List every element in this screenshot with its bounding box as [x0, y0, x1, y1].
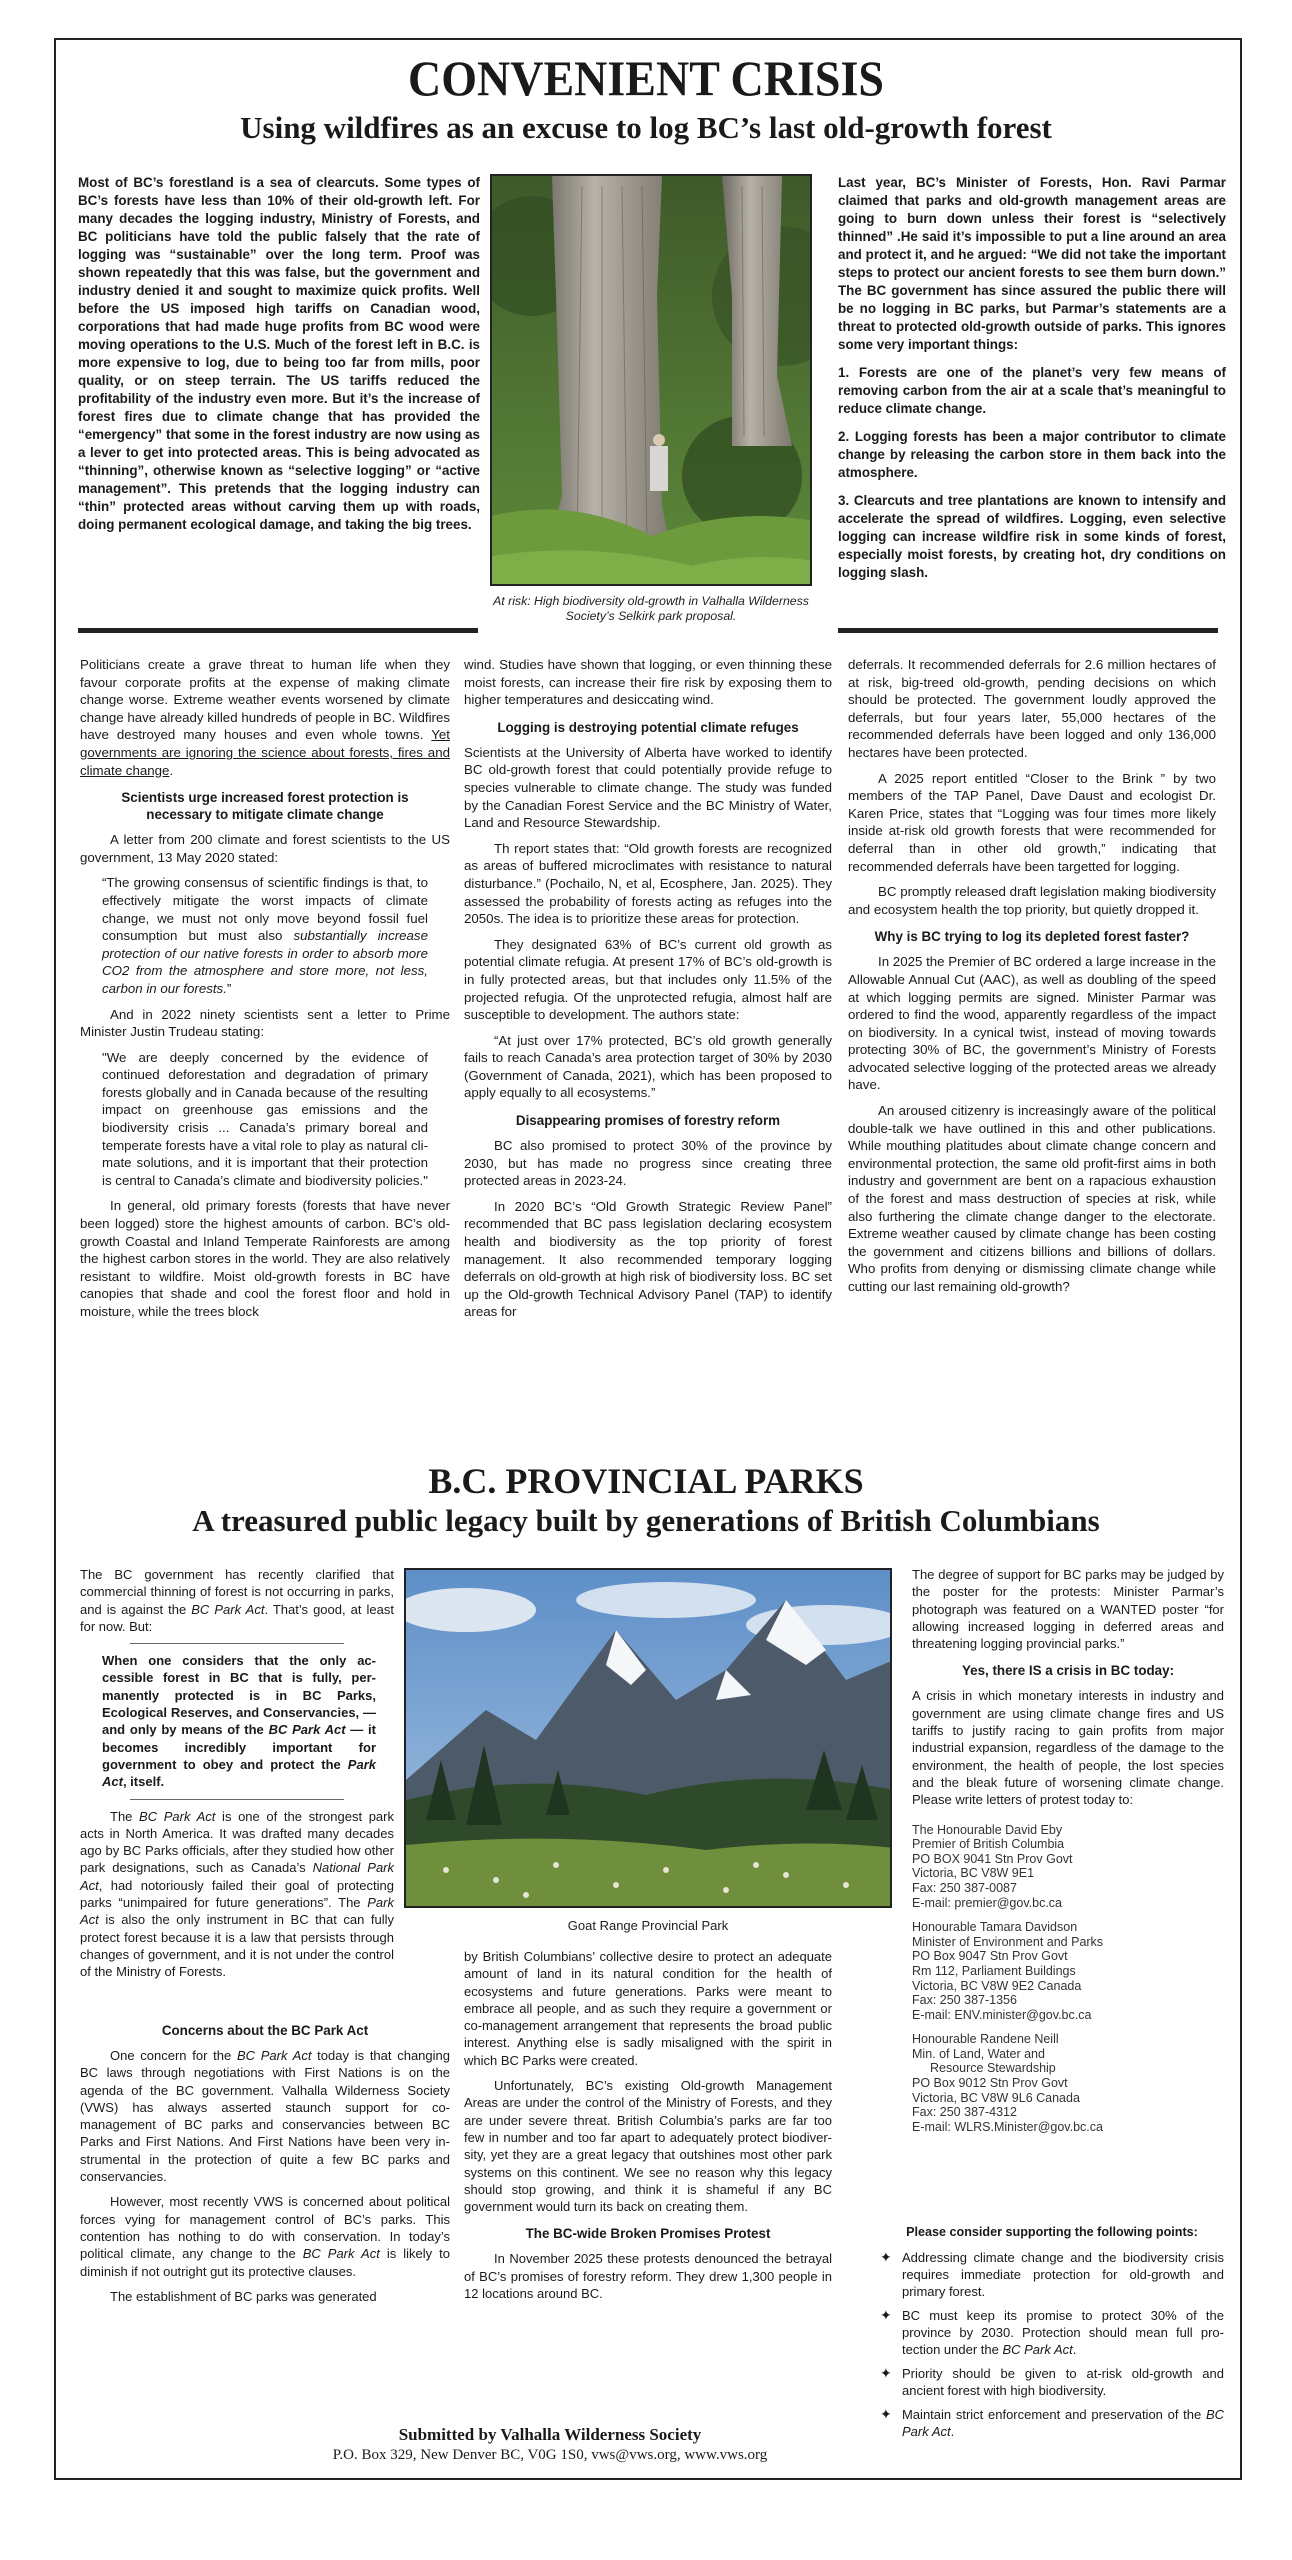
intro-right — [838, 174, 1226, 590]
forest-image-icon — [492, 176, 812, 586]
address-premier — [912, 1823, 1224, 1911]
article1-title: CONVENIENT CRISIS — [408, 50, 884, 107]
intro-right-text: Last year, BC’s Minister of Forests, Hon. Ravi Parmar claimed that parks and old-growth management areas are going to burn down unless their forest is “selectively thinned” .He said it’s impossible to put a line around an area and protect it, and he argued: “We did not take the important steps to protect our ancient forests to see them burn down.” The BC government has since assured the public there will be no logging in BC parks, but Parmar’s statements are a threat to protected old-growth outside of parks. This ignores some very important things: — [838, 175, 1226, 352]
intro-left — [78, 174, 480, 542]
address-land-water-minister — [912, 2032, 1224, 2134]
italic-text: Park Act — [102, 1756, 376, 1790]
italic-text: BC Park Act — [268, 1722, 346, 1738]
address-line: Fax: 250 387-1356 — [912, 1993, 1017, 2008]
text: is one of the strongest park acts in North America. It was drafted many decades ago by BC Parks officials, after they studied how other park designations, such as Canada’s — [80, 1808, 394, 1876]
article1-column-1 — [80, 656, 450, 1329]
address-line: Minister of Environment and Parks — [912, 1934, 1104, 1949]
text: The BC government has recently clarified that commercial thinning of forest is not occurring in parks, and is against the — [80, 1567, 394, 1617]
email-link[interactable]: E-mail: ENV.minister@gov.bc.ca — [912, 2007, 1092, 2022]
article2-column-2 — [464, 1948, 832, 2310]
italic-text: National Park Act — [80, 1860, 394, 1893]
text: BC must keep its promise to protect 30% of the province by 2030. Protection should mean full protection under the — [902, 2308, 1224, 2357]
article2-column-3 — [912, 1566, 1224, 2144]
address-line: PO Box 9047 Stn Prov Govt — [912, 1949, 1068, 1964]
text: . — [1072, 2342, 1077, 2357]
col3-paragraph-4: In 2025 the Premier of BC ordered a large increase in the Allowable Annual Cut (AAC), as well as doubling of the speed at which logging permits are signed. Minister Parmar was ordered to find the wood, apparently regardless of the impact on biodiversity. In a cynical twist, instead of moving towards protecting 30% of BC, the government’s Ministry of Forests advocated selective logging of the protected areas we already have. — [848, 954, 1216, 1093]
important-point-2: 2. Logging forests has been a major contributor to climate change by releasing the carbon store in them back into the atmosphere. — [838, 429, 1226, 480]
points-heading: Please consider supporting the following points: — [906, 2225, 1198, 2239]
old-growth-photo-caption: At risk: High biodiversity old-growth in Valhalla Wilderness Society’s Selkirk park proposal. — [493, 594, 809, 623]
email-link[interactable]: E-mail: premier@gov.bc.ca — [912, 1895, 1062, 1910]
article1-column-2 — [464, 656, 832, 1329]
text: ” — [226, 980, 232, 996]
mountain-image-icon — [406, 1570, 892, 1908]
article1-column-3 — [848, 656, 1216, 1304]
col1-paragraph-3: And in 2022 ninety scientists sent a letter to Prime Minister Justin Trudeau stating: — [80, 1006, 450, 1040]
quote-scientists-us — [102, 874, 428, 997]
article2-subtitle: A treasured public legacy built by generations of British Columbians — [192, 1503, 1100, 1538]
park-act-callout — [102, 1652, 376, 1790]
col2-paragraph-4: They designated 63% of BC’s current old growth as potential climate refugia. At present 17% of BC’s old-growth is in fully protected areas, but that includes only 11.5% of the projected refugia. Of the unprotected refugia, almost half are susceptible to development. The authors state: — [464, 936, 832, 1023]
subheading-climate-refuges: Logging is destroying potential climate refuges — [497, 719, 799, 735]
text: is likely to diminish if not outright gut its protective clauses. — [80, 2246, 450, 2279]
address-line: Min. of Land, Water and — [912, 2046, 1045, 2061]
text: is also the only instrument in BC that can fully protect forest because it is a law that persists through changes of government, and it is not under the control of the Ministry of Forests. — [80, 1912, 394, 1980]
article1-subtitle: Using wildfires as an excuse to log BC’s last old-growth forest — [240, 110, 1052, 145]
article2-title: B.C. PROVINCIAL PARKS — [428, 1461, 864, 1501]
point-item — [880, 2307, 1224, 2358]
important-point-3: 3. Clearcuts and tree plantations are known to intensify and accelerate the spread of wildfires. Logging, even selective logging can increase wildfire risk in some kinds of forest, especially moist forests, by creating hot, dry conditions on logging slash. — [838, 493, 1226, 580]
text: Maintain strict enforcement and preservation of the — [902, 2407, 1206, 2422]
address-line: Victoria, BC V8W 9L6 Canada — [912, 2090, 1080, 2105]
col3-paragraph-3: BC promptly released draft legislation making biodiversity and ecosystem health the top priority, but quietly dropped it. — [848, 884, 1216, 917]
intro-left-text: Most of BC’s forestland is a sea of clearcuts. Some types of BC’s forests have less than 10% of their old-growth left. For many decades the logging industry, Ministry of Forests, and BC politicians have told the public falsely that the rate of logging was “sustainable” over the long term. Proof was shown repeatedly that this was false, but the government and industry denied it and sought to maximize quick profits. Well before the US imposed high tariffs on Canadian wood, corporations that had made huge profits from BC wood were moving operations to the U.S. Much of the forest left in B.C. is more expensive to log, due to being too far from mills, poor quality, or on steep terrain. The US tariffs reduced the profitability of the industry even more. But it’s the increase of forest fires due to climate change that has provided the “emergency” that some in the forest industry are now using as a lever to get into protected areas. This is being advocated as “thinning”, otherwise known as “selective logging” or “active management”. This pretends that the logging industry can “thin” protected areas without carving them up with roads, doing permanent ecological damage, and taking the big trees. — [78, 175, 480, 532]
text: “The growing consensus of scientific findings is that, to effectively mitigate the worst impacts of climate change, we must not only move beyond fossil fuel consumption but must also — [102, 875, 428, 944]
italic-text: Park Act — [80, 1895, 394, 1928]
text: One concern for the — [110, 2048, 237, 2063]
address-line: Fax: 250 387-0087 — [912, 1880, 1017, 1895]
subheading-disappearing-promises: Disappearing promises of forestry reform — [515, 1113, 781, 1129]
col1-paragraph-1 — [80, 656, 450, 779]
text: , itself. — [122, 1774, 165, 1790]
point-item — [880, 2365, 1224, 2399]
quote-scientists-canada: "We are deeply concerned by the evidence of continued deforestation and degradation of primary forests globally and in Canada because of the resulting impact on greenhouse gas emissions and the biodiversity crisis ... Canada’s primary boreal and temperate forests have a vital role to play as natural climate solutions, and it is important that their protection is central to Canada’s climate and biodiversity policies." — [102, 1049, 428, 1188]
col1-paragraph-4: In general, old primary forests (forests that have never been logged) store the highest amounts of carbon. BC’s old-growth Coastal and Inland Temperate Rainforests are among the highest carbon stores in the world. They are also relatively resistant to wildfire. Moist old-growth forests in BC have canopies that shade and cool the forest floor and hold in moisture, while the trees block — [80, 1198, 450, 1319]
contact-info: P.O. Box 329, New Denver BC, V0G 1S0, vws@vws.org, www.vws.org — [332, 2447, 768, 2463]
text: . — [169, 762, 174, 778]
point-item — [880, 2249, 1224, 2300]
email-link[interactable]: E-mail: WLRS.Minister@gov.bc.ca — [912, 2119, 1103, 2134]
col2-paragraph-1: wind. Studies have shown that logging, or even thinning these moist forests, can increase their fire risk by exposing them to higher temperatures and desiccating wind. — [464, 657, 832, 708]
parks-col3-paragraph-1: The degree of support for BC parks may be judged by the poster for the protests: Minister Parmar’s photograph was featured on a WANTED poster “for allowing increased logging in deferred areas and threatening logging provincial parks.” — [912, 1567, 1224, 1652]
subheading-broken-promises: The BC-wide Broken Promises Protest — [525, 2226, 771, 2242]
col2-paragraph-3: Th report states that: “Old growth forests are recognized as areas of buffered microclimates with resistance to natural disturbance.” (Pochailo, N, et al, Ecosphere, Jan. 2025). They assessed the probability of forests acting as refuges into the 2050s. The idea is to prioritize these areas for protection. — [464, 840, 832, 927]
text: However, most recently VWS is concerned about political forces vying for management control of BC’s parks. This contention has nothing to do with conservation. In today’s political climate, any change to the — [80, 2194, 450, 2262]
footer — [0, 2425, 1100, 2464]
important-point-1: 1. Forests are one of the planet’s very few means of removing carbon from the air at a scale that’s meaningful to reduce climate change. — [838, 365, 1226, 416]
goat-range-photo — [404, 1568, 892, 1908]
address-line: Victoria, BC V8W 9E1 — [912, 1866, 1035, 1881]
address-line: PO BOX 9041 Stn Prov Govt — [912, 1851, 1073, 1866]
text: Addressing climate change and the biodiversity crisis requires immediate protection for old-growth and primary forest. — [902, 2250, 1224, 2299]
parks-paragraph-4 — [80, 2193, 450, 2279]
parks-col2-paragraph-2: Unfortunately, BC’s existing Old-growth Management Areas are under the control of the Ministry of Forests, and they are under severe threat. British Columbia’s parks are far too few in number and too far apart to adequately protect biodiversity, yet they are a great legacy that outshines most other park systems on this continent. We see no reason why this legacy should stop growing, and think it is shameful if any BC government would turn its back on creating them. — [464, 2078, 832, 2215]
article2-column-1 — [80, 1566, 394, 1989]
underlined-text: Yet governments are ignoring the science about forests, fires and climate change — [80, 727, 450, 778]
text: , had notoriously failed their goal of protecting parks “unimpaired for future generations”. The — [80, 1877, 394, 1911]
col3-paragraph-5: An aroused citizenry is increasingly aware of the political double-talk we have outlined in this and other publications. While mouthing platitudes about climate change concern and environmental protection, the same old profit-first aims in both industry and government are bent on a rapacious exhaustion of the forest and mass destruction of species at risk, while also furthering the climate change danger to the electorate. Extreme weather caused by climate change has been costing the government and citizens billions and billions of dollars. Who profits from denying or dismissing climate change while cutting our last remaining old-growth? — [848, 1103, 1216, 1294]
address-line: Fax: 250 387-4312 — [912, 2105, 1017, 2120]
address-line: Premier of British Columbia — [912, 1837, 1065, 1852]
parks-paragraph-3 — [80, 2047, 450, 2185]
subheading-scientists-urge: Scientists urge increased forest protection is necessary to mitigate climate change — [121, 790, 409, 823]
address-line: Honourable Tamara Davidson — [912, 1920, 1078, 1935]
address-line: Victoria, BC V8W 9E2 Canada — [912, 1978, 1082, 1993]
old-growth-photo — [490, 174, 812, 586]
subheading-crisis-today: Yes, there IS a crisis in BC today: — [961, 1663, 1175, 1679]
col2-paragraph-7: In 2020 BC’s “Old Growth Strategic Review Panel” recommended that BC pass legislation declaring ecosystem health and biodiversity as the top priority of forest management. It also recommended temporary logging deferrals on old-growth at high risk of biodiversity loss. BC set up the Old-growth Technical Advisory Panel (TAP) to identify areas for — [464, 1198, 832, 1320]
support-points — [880, 2224, 1224, 2447]
col2-paragraph-6: BC also promised to protect 30% of the province by 2030, but has made no progress since creating three protected areas in 2023-24. — [464, 1138, 832, 1189]
subheading-concerns-park-act: Concerns about the BC Park Act — [161, 2023, 369, 2038]
parks-col2-paragraph-3: In November 2025 these protests denounced the betrayal of BC’s promises of forestry reform. They drew 1,300 people in 12 locations around BC. — [464, 2251, 832, 2302]
text: . That’s good, at least for now. But: — [80, 1601, 394, 1634]
italic-text: BC Park Act — [302, 2246, 380, 2262]
section-rule-left — [78, 628, 478, 633]
italic-text: BC Park Act — [902, 2407, 1224, 2439]
address-line: The Honourable David Eby — [912, 1822, 1063, 1837]
subheading-why-log-faster: Why is BC trying to log its depleted forest faster? — [874, 929, 1190, 945]
address-line: PO Box 9012 Stn Prov Govt — [912, 2076, 1068, 2091]
parks-col3-paragraph-2: A crisis in which monetary interests in industry and government are using climate change fires and US tariffs to justify racing to gain profits from major industrial expansion, regardless of the damage to the environment, the health of people, the lost species and the bleak future of worsening climate change. Please write letters of protest today to: — [912, 1688, 1224, 1808]
address-line: Rm 112, Parliament Buildings — [912, 1963, 1076, 1978]
col3-paragraph-1: deferrals. It recommended deferrals for 2.6 million hectares of at risk, big-treed old-growth, pending decisions on which should be protected. The government loudly approved the deferrals, but four years later, 55,000 hectares of the recommended deferrals have been logged and only 136,000 hectares have been protected. — [848, 657, 1216, 760]
goat-range-photo-caption: Goat Range Provincial Park — [567, 1918, 729, 1933]
text: The — [110, 1808, 140, 1824]
section-rule-right — [838, 628, 1218, 633]
italic-text: BC Park Act — [1002, 2342, 1073, 2357]
callout-rule-top — [130, 1643, 344, 1644]
text: When one considers that the only accessible forest in BC that is fully, permanently protected is in BC Parks, Ecological Reserves, and Conservancies, — and only by means of the — [102, 1653, 376, 1738]
col2-quote: “At just over 17% protected, BC’s old growth generally fails to reach Canada’s area protection target of 30% by 2030 (Government of Canada, 2021), which has been proposed to apply equally to all ecosystems.” — [464, 1032, 832, 1101]
address-environment-minister — [912, 1920, 1224, 2022]
text: . — [950, 2424, 955, 2439]
callout-rule-bottom — [130, 1799, 344, 1800]
text: today is that changing BC laws through negotiations with First Nations is on the agenda of the BC government. Valhalla Wilderness Society (VWS) has always asserted staunch support for co-management of BC parks and conservancies between BC Parks and First Nations. And First Nations have been very instrumental in the protection of quite a few BC parks and conservancies. — [80, 2048, 450, 2185]
article2-column-1b — [80, 2022, 450, 2313]
parks-paragraph-5: The establishment of BC parks was generated — [110, 2288, 377, 2304]
parks-paragraph-2 — [80, 1808, 394, 1981]
address-line: Honourable Randene Neill — [912, 2032, 1059, 2047]
col1-paragraph-2: A letter from 200 climate and forest scientists to the US government, 13 May 2020 stated: — [80, 832, 450, 865]
submitted-by: Submitted by Valhalla Wilderness Society — [398, 2425, 702, 2444]
points-list — [880, 2249, 1224, 2440]
italic-text: BC Park Act — [139, 1808, 216, 1824]
italic-text: substantially increase protection of our native forests in order to absorb more CO2 from the atmosphere and store more, not less, carbon in our forests. — [102, 928, 428, 996]
text: — it becomes incredibly important for government to obey and protect the — [102, 1722, 377, 1772]
italic-text: BC Park Act — [191, 1601, 265, 1617]
address-line: Resource Stewardship — [930, 2061, 1056, 2076]
parks-col2-paragraph-1: by British Columbians’ collective desire to protect an adequate amount of land in its natural condition for the health of ecosystems and future generations. Parks were meant to embrace all people, and as such they require a government or co-management arrangement that represents the broad public interest. Anything else is sadly misaligned with the spirit in which BC Parks were created. — [464, 1949, 832, 2068]
parks-paragraph-1 — [80, 1566, 394, 1635]
italic-text: BC Park Act — [236, 2048, 312, 2063]
col3-paragraph-2: A 2025 report entitled “Closer to the Brink ” by two members of the TAP Panel, Dave Daust and ecologist Dr. Karen Price, states that “Logging was four times more likely inside at-risk old growth forests that were recommended for deferral than in other old growth,” indicating that recommended deferrals have been targetted for logging. — [848, 770, 1216, 874]
text: Priority should be given to at-risk old-growth and ancient forest with high biodiversity. — [902, 2366, 1224, 2398]
text: Politicians create a grave threat to human life when they favour corporate profits at the expense of making climate change worse. Extreme weather events worsened by climate change have already killed hundreds of people in BC. Wildfires have destroyed many houses and even whole towns. — [80, 657, 450, 743]
col2-paragraph-2: Scientists at the University of Alberta have worked to identify BC old-growth forest that could potentially provide refuge to species vulnerable to climate change. The study was funded by the Canadian Forest Service and the BC Ministry of Water, Land and Resource Stewardship. — [464, 744, 832, 831]
